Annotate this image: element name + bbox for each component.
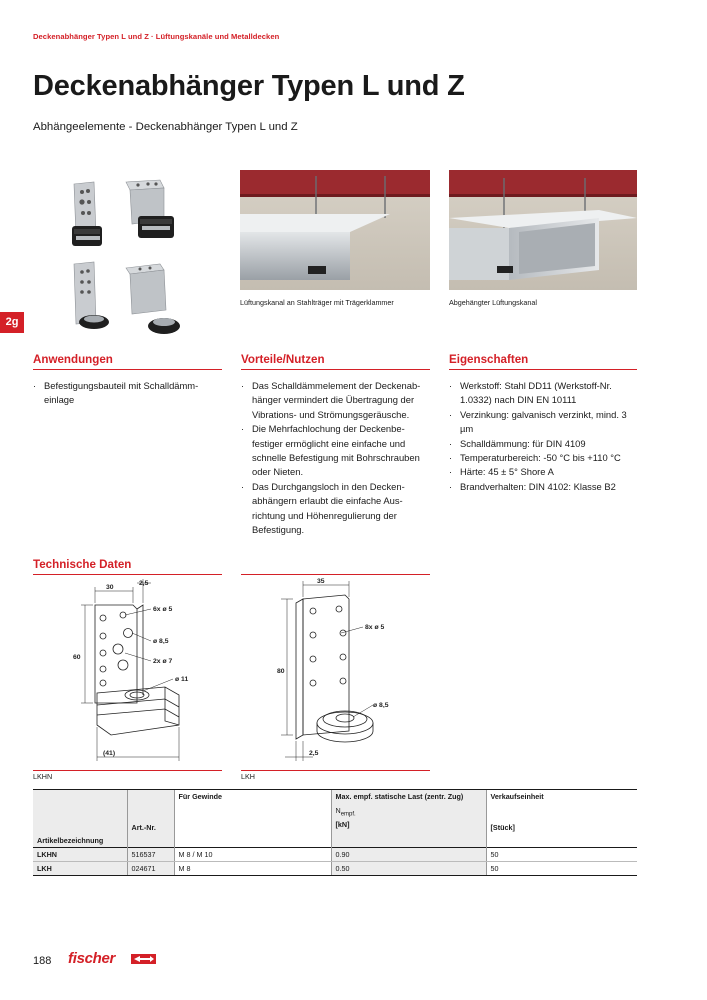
section-rule <box>241 770 430 771</box>
list-item: · Härte: 45 ± 5° Shore A <box>449 465 637 479</box>
eigenschaften-list <box>449 379 637 494</box>
lkhn-damper-layer <box>97 709 179 717</box>
section-rule <box>33 369 222 370</box>
table-header-row <box>33 834 637 848</box>
table-header-row <box>33 804 637 834</box>
product-photo <box>60 172 190 342</box>
hole-5mm <box>340 678 346 684</box>
section-rule <box>241 369 430 370</box>
hanger-lkhn-front <box>72 182 102 246</box>
table-row <box>33 862 637 876</box>
lkh-drawing-label: LKH <box>241 772 255 781</box>
hole-5mm <box>340 630 346 636</box>
lkhn-plate-edge <box>137 605 143 695</box>
list-item: · Die Mehrfachlochung der Deckenbe-festiger ermöglicht eine einfache und schnelle Befestigung mit Bohrschrauben oder Nieten. <box>241 422 430 480</box>
hole-5mm <box>100 666 106 672</box>
lkh-plate-edge <box>296 599 303 739</box>
dim-width-label: 35 <box>317 578 325 585</box>
hanger-lkh-front <box>74 262 109 329</box>
load-unit: [kN] <box>335 819 350 829</box>
load-subscript: empf. <box>340 810 356 817</box>
lkhn-drawing <box>33 575 222 770</box>
list-item: · Das Schalldämmelement der Deckenab-hänger vermindert die Übertragung der Vibrations- und Strömungsgeräusche. <box>241 379 430 422</box>
cell-load: 0.50 <box>331 862 486 876</box>
anwendungen-heading: Anwendungen <box>33 353 113 366</box>
section-rule <box>449 369 637 370</box>
holes-small-label: 6x ø 5 <box>153 606 173 613</box>
list-item: · Verzinkung: galvanisch verzinkt, mind. 3 µm <box>449 408 637 437</box>
cell-name: LKHN <box>33 848 127 862</box>
hole-8-5mm <box>124 629 133 638</box>
lkhn-drawing-label: LKHN <box>33 772 53 781</box>
holes-small-label: 8x ø 5 <box>365 624 385 631</box>
cell-thread: M 8 <box>174 862 331 876</box>
hole-5mm <box>336 606 342 612</box>
hole-7mm <box>113 644 123 654</box>
cell-unit: 50 <box>486 862 637 876</box>
cell-load: 0.90 <box>331 848 486 862</box>
page-subtitle: Abhängeelemente - Deckenabhänger Typen L und Z <box>33 121 298 133</box>
list-item: · Befestigungsbauteil mit Schalldämm-einlage <box>33 379 222 408</box>
dim-height-label: 60 <box>73 654 81 661</box>
page-number: 188 <box>33 955 52 967</box>
anwendungen-list <box>33 379 222 408</box>
header-load: Max. empf. statische Last (zentr. Zug) <box>331 790 486 804</box>
load-symbol: N <box>335 805 341 815</box>
hanger-lkhn-angled <box>126 180 174 238</box>
dim-base-label: (41) <box>103 750 116 757</box>
photo-caption: Abgehängter Lüftungskanal <box>449 298 537 307</box>
list-item: · Das Durchgangsloch in den Decken-abhängern erlaubt die einfache Aus-richtung und Höhenregulierung der Befestigung. <box>241 480 430 538</box>
lkh-drawing <box>241 575 430 770</box>
vorteile-list <box>241 379 430 537</box>
table-header-row <box>33 790 637 804</box>
cell-unit: 50 <box>486 848 637 862</box>
technische-daten-heading: Technische Daten <box>33 558 132 571</box>
lkh-damper-top <box>323 711 367 727</box>
header-unit-unit: [Stück] <box>486 804 637 834</box>
dim-thickness-label: 2,5 <box>309 750 319 757</box>
eigenschaften-heading: Eigenschaften <box>449 353 529 366</box>
vorteile-heading: Vorteile/Nutzen <box>241 353 325 366</box>
page-title: Deckenabhänger Typen L und Z <box>33 70 465 102</box>
lkh-damper-side <box>317 723 373 742</box>
photo-caption: Lüftungskanal an Stahlträger mit Trägerklammer <box>240 298 394 307</box>
hole-5mm <box>310 608 316 614</box>
holes-7-label: 2x ø 7 <box>153 658 173 665</box>
dim-width-label: 30 <box>106 584 114 591</box>
hole-5mm <box>340 654 346 660</box>
brand-logo-icon <box>131 954 156 964</box>
hole-5mm <box>100 650 106 656</box>
header-load-unit <box>331 804 486 834</box>
hole-7mm <box>118 660 128 670</box>
list-item: · Werkstoff: Stahl DD11 (Werkstoff-Nr. 1.0332) nach DIN EN 10111 <box>449 379 637 408</box>
dim-height-label: 80 <box>277 668 285 675</box>
header-unit: Verkaufseinheit <box>486 790 637 804</box>
hole-5mm <box>100 615 106 621</box>
cell-art-nr: 024671 <box>127 862 174 876</box>
cell-art-nr: 516537 <box>127 848 174 862</box>
chapter-tab: 2g <box>0 312 24 333</box>
header-thread: Für Gewinde <box>174 790 331 804</box>
brand-logo: fischer <box>68 950 116 967</box>
section-rule <box>33 770 222 771</box>
spec-table <box>33 789 637 876</box>
cell-name: LKH <box>33 862 127 876</box>
hole-5mm <box>100 633 106 639</box>
hole-5mm <box>310 656 316 662</box>
lkh-through-hole <box>336 714 354 722</box>
cell-thread: M 8 / M 10 <box>174 848 331 862</box>
hole-85-label: ø 8,5 <box>373 702 389 709</box>
header-article: Artikelbezeichnung <box>33 834 127 848</box>
hole-5mm <box>310 632 316 638</box>
list-item: · Temperaturbereich: -50 °C bis +110 °C <box>449 451 637 465</box>
hanger-lkh-angled <box>126 264 180 334</box>
suspended-duct-photo <box>449 170 637 290</box>
header-art-nr: Art.-Nr. <box>127 804 174 834</box>
breadcrumb: Deckenabhänger Typen L und Z · Lüftungskanäle und Metalldecken <box>33 32 280 41</box>
hole-11-label: ø 11 <box>175 676 189 683</box>
table-row <box>33 848 637 862</box>
hole-85-label: ø 8,5 <box>153 638 169 645</box>
list-item: · Schalldämmung: für DIN 4109 <box>449 437 637 451</box>
hole-5mm <box>310 680 316 686</box>
hole-5mm <box>100 680 106 686</box>
dim-thickness-label: 2,5 <box>139 580 149 587</box>
duct-beam-photo <box>240 170 430 290</box>
list-item: · Brandverhalten: DIN 4102: Klasse B2 <box>449 480 637 494</box>
